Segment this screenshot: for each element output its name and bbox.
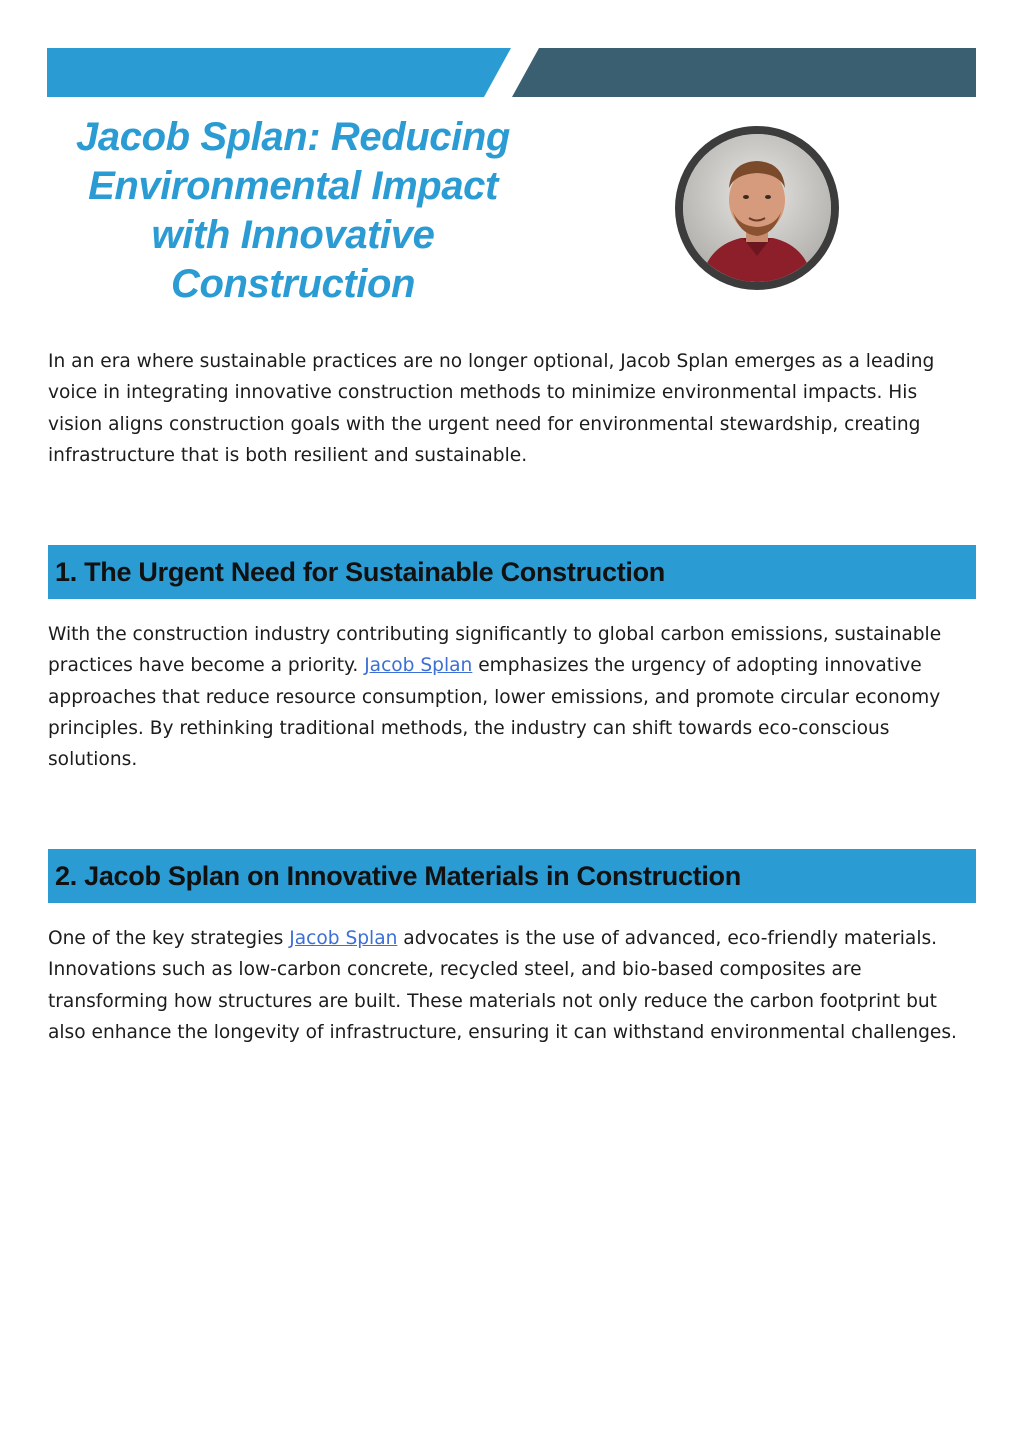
- section-1-header: [48, 545, 976, 599]
- intro-paragraph: In an era where sustainable practices are no longer optional, Jacob Splan emerges as a leading voice in integrating innovative construction methods to minimize environmental impacts. His vision aligns construction goals with the urgent need for environmental stewardship, creating infrastructure that is both resilient and sustainable.: [48, 351, 935, 466]
- section-2-author-link[interactable]: Jacob Splan: [289, 928, 398, 949]
- section-2-paragraph: [48, 923, 963, 1048]
- page-title: Jacob Splan: Reducing Environmental Impact with Innovative Construction: [76, 115, 510, 306]
- header-banner: [47, 48, 976, 97]
- section-1-heading: 1. The Urgent Need for Sustainable Construction: [55, 556, 665, 587]
- banner-blue-band: [47, 48, 511, 97]
- section-2-text-before: One of the key strategies: [48, 928, 290, 949]
- banner-dark-band: [512, 48, 976, 97]
- section-2-text-after: advocates is the use of advanced, eco-friendly materials. Innovations such as low-carbon concrete, recycled steel, and bio-based composites are transforming how structures are built. These materials not only reduce the carbon footprint but also enhance the longevity of infrastructure, ensuring it can withstand environmental challenges.: [48, 928, 957, 1043]
- section-2-heading: 2. Jacob Splan on Innovative Materials in Construction: [55, 860, 741, 891]
- section-1-text-before: With the construction industry contributing significantly to global carbon emissions, sustainable practices have become a priority.: [48, 624, 942, 677]
- section-1-paragraph: [48, 619, 963, 775]
- section-1-text-after: emphasizes the urgency of adopting innovative approaches that reduce resource consumption, lower emissions, and promote circular economy principles. By rethinking traditional methods, the industry can shift towards eco-conscious solutions.: [48, 655, 941, 771]
- section-2-header: [48, 849, 976, 903]
- author-avatar: [675, 126, 839, 290]
- profile-photo-icon: [683, 134, 831, 282]
- section-1-author-link[interactable]: Jacob Splan: [364, 655, 473, 677]
